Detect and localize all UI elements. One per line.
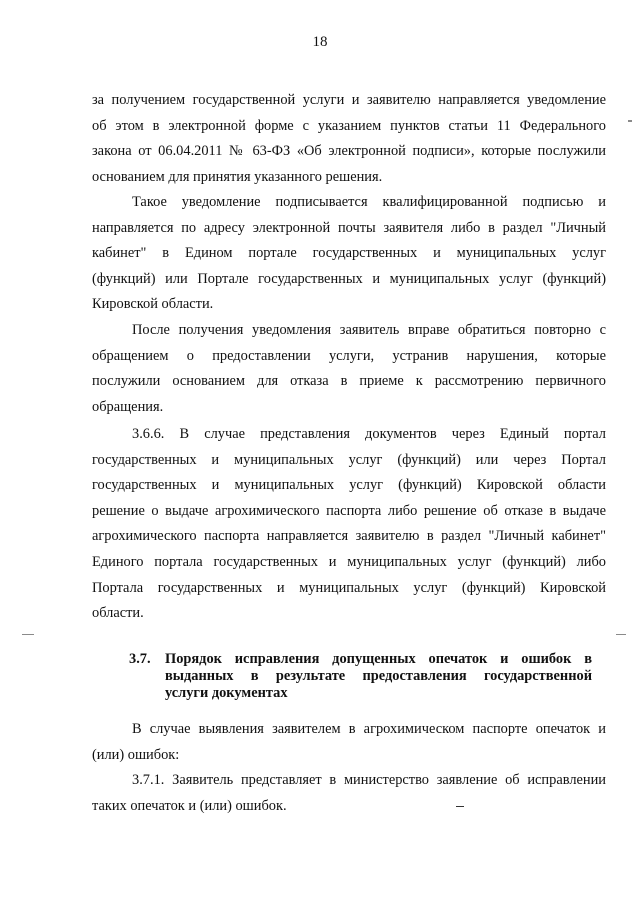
section-title bbox=[165, 651, 592, 702]
scan-mark bbox=[22, 634, 34, 635]
heading-line: услуги документах bbox=[165, 685, 288, 701]
text-line: 3.6.6. В случае представления документов через Единый портал bbox=[132, 426, 606, 442]
heading-line: Порядок исправления допущенных опечаток и ошибок в bbox=[165, 651, 592, 667]
paragraph-2 bbox=[92, 190, 606, 318]
text-line: таких опечаток и (или) ошибок. bbox=[92, 797, 287, 814]
text-line: кабинет" в Едином портале государственных и муниципальных услуг bbox=[92, 245, 606, 262]
text-line: 3.7.1. Заявитель представляет в министерство заявление об исправлении bbox=[132, 772, 606, 788]
section-heading bbox=[129, 651, 592, 702]
text-line: После получения уведомления заявитель вправе обратиться повторно с bbox=[132, 322, 606, 338]
text-line: В случае выявления заявителем в агрохимическом паспорте опечаток и bbox=[132, 721, 606, 737]
text-line: Портала государственных и муниципальных услуг (функций) Кировской bbox=[92, 579, 606, 596]
section-number: 3.7. bbox=[129, 651, 151, 667]
text-line: за получением государственной услуги и заявителю направляется уведомление bbox=[92, 92, 606, 108]
scan-mark bbox=[616, 634, 626, 635]
text-line: решение о выдаче агрохимического паспорта либо решение об отказе в выдаче bbox=[92, 502, 606, 519]
text-line: Такое уведомление подписывается квалифицированной подписью и bbox=[132, 194, 606, 210]
text-line: направляется по адресу электронной почты заявителя либо в раздел "Личный bbox=[92, 219, 606, 236]
text-line: обращением о предоставлении услуги, устранив нарушения, которые bbox=[92, 347, 606, 364]
paragraph-3 bbox=[92, 318, 606, 420]
text-line: агрохимического паспорта направляется заявителю в раздел "Личный кабинет" bbox=[92, 528, 606, 545]
paragraph-1 bbox=[92, 88, 606, 190]
scan-mark bbox=[628, 120, 632, 122]
text-line: государственных и муниципальных услуг (функций) или через Портал bbox=[92, 451, 606, 468]
text-line: (функций) или Портале государственных и муниципальных услуг (функций) bbox=[92, 270, 606, 287]
text-line: основанием для принятия указанного решения. bbox=[92, 168, 383, 185]
paragraph-3-7-intro bbox=[92, 717, 606, 768]
text-line: государственных и муниципальных услуг (функций) Кировской области bbox=[92, 477, 606, 494]
text-line: Кировской области. bbox=[92, 296, 214, 313]
paragraph-3-6-6 bbox=[92, 422, 606, 627]
text-line: послужили основанием для отказа в приеме к рассмотрению первичного bbox=[92, 373, 606, 390]
text-line: области. bbox=[92, 605, 144, 622]
text-line: Единого портала государственных и муниципальных услуг (функций) либо bbox=[92, 553, 606, 570]
text-line: (или) ошибок: bbox=[92, 746, 180, 763]
heading-line: выданных в результате предоставления государственной bbox=[165, 668, 592, 684]
text-line: закона от 06.04.2011 № 63-ФЗ «Об электронной подписи», которые послужили bbox=[92, 143, 606, 160]
text-line: обращения. bbox=[92, 398, 164, 415]
scan-mark bbox=[456, 806, 464, 807]
page-number: 18 bbox=[312, 34, 328, 50]
paragraph-3-7-1 bbox=[92, 768, 606, 819]
text-line: об этом в электронной форме с указанием пунктов статьи 11 Федерального bbox=[92, 117, 606, 134]
